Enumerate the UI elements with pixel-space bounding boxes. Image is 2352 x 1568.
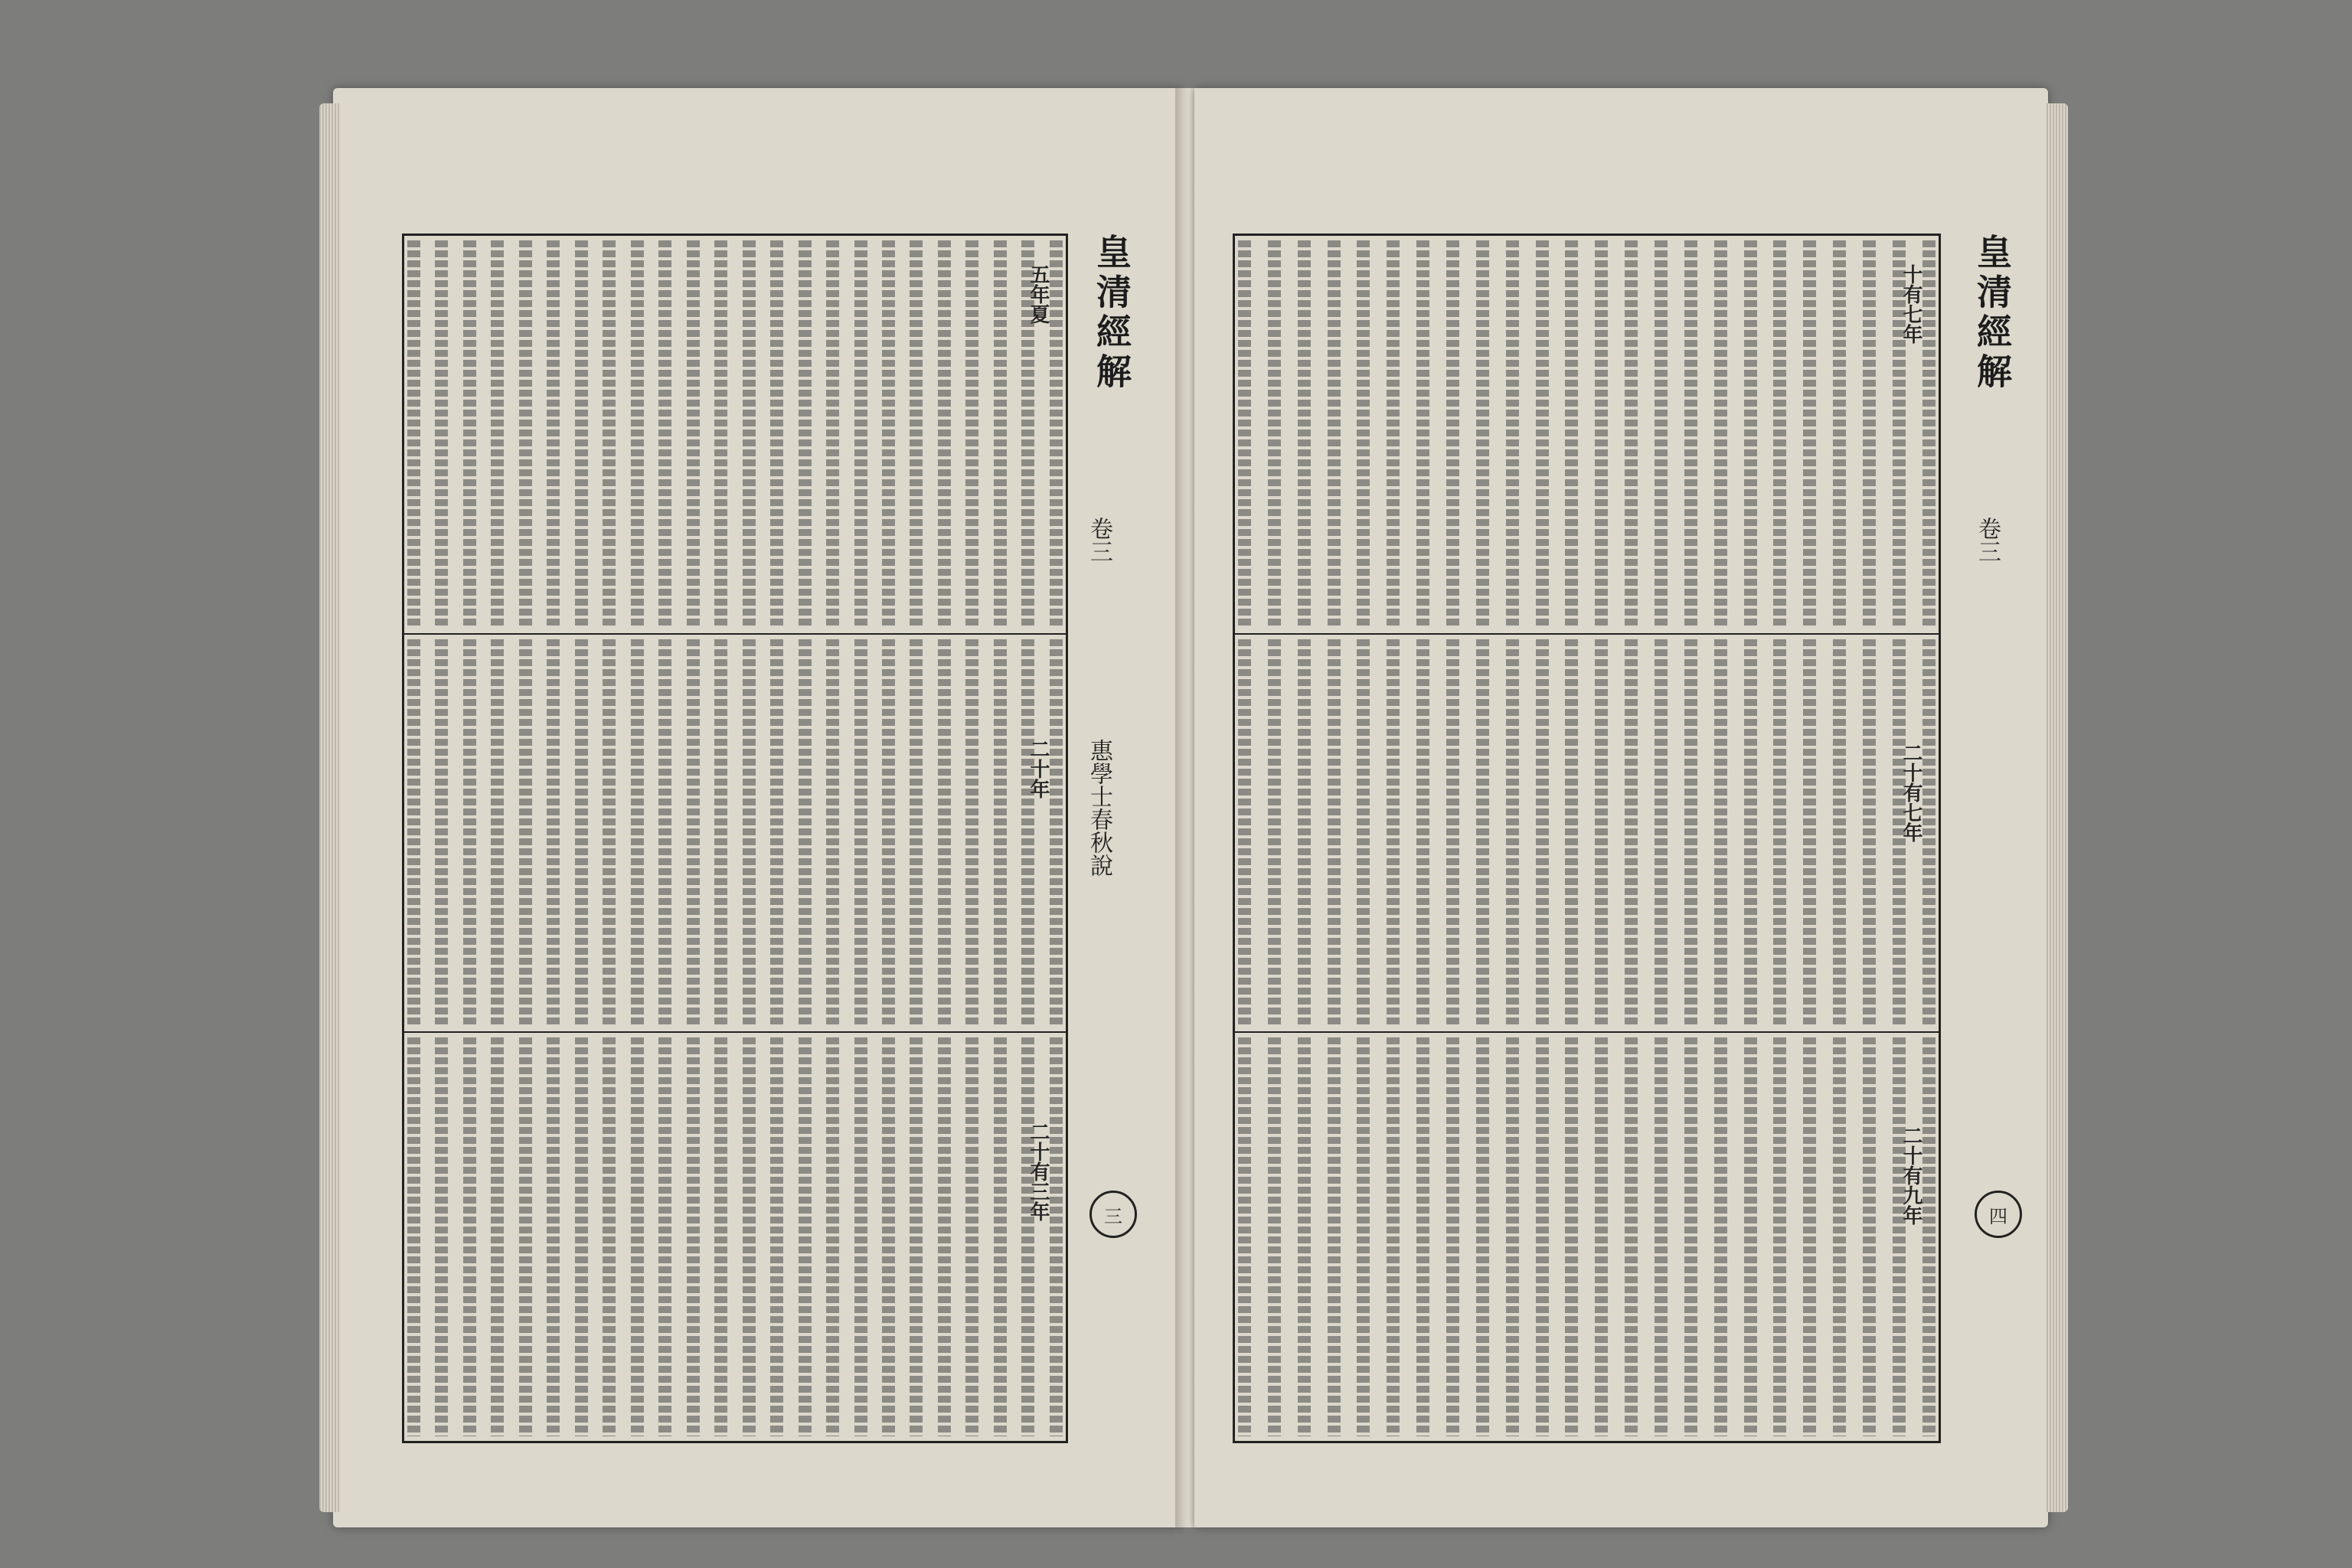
right-text-block-bottom (1238, 1037, 1936, 1436)
right-text-block-top (1238, 240, 1936, 629)
left-entry-heading-1: 五年夏 (1027, 264, 1050, 324)
right-entry-heading-2: 二十有七年 (1900, 743, 1922, 842)
left-section-label: 惠學士春秋說 (1086, 739, 1112, 877)
open-book (325, 88, 2086, 1527)
right-volume-label: 卷三 (1974, 517, 2001, 563)
right-entry-heading-1: 十有七年 (1900, 264, 1922, 344)
left-text-block-top (407, 240, 1063, 629)
left-text-block-bottom (407, 1037, 1063, 1436)
right-entry-heading-3: 二十有九年 (1900, 1125, 1922, 1225)
left-text-block-middle (407, 639, 1063, 1026)
left-volume-label: 卷三 (1086, 517, 1112, 563)
right-band-divider-2 (1235, 1031, 1939, 1033)
left-folio: 三 (1089, 1191, 1137, 1238)
left-band-divider-2 (404, 1031, 1066, 1033)
right-band-divider-1 (1235, 633, 1939, 635)
left-header-title: 皇清經解 (1091, 234, 1132, 393)
right-text-block-middle (1238, 639, 1936, 1026)
left-page (333, 88, 1183, 1527)
left-entry-heading-3: 二十有三年 (1027, 1122, 1050, 1221)
right-folio: 四 (1975, 1191, 2022, 1238)
left-text-frame (402, 234, 1068, 1443)
left-band-divider-1 (404, 633, 1066, 635)
left-entry-heading-2: 二十年 (1027, 739, 1050, 799)
right-text-frame (1233, 234, 1941, 1443)
right-page-edge (2047, 103, 2068, 1512)
right-page (1194, 88, 2048, 1527)
left-page-edge (319, 103, 341, 1512)
right-header-title: 皇清經解 (1971, 234, 2013, 393)
